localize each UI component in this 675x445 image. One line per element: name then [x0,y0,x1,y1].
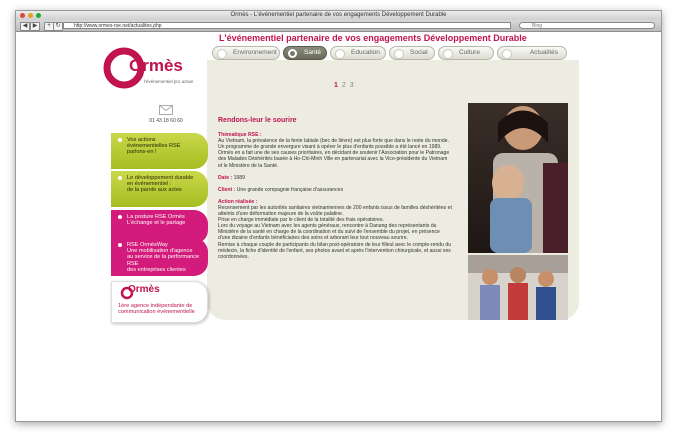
sidebar-box-agence[interactable] [111,281,208,323]
sidebar-box-actions[interactable] [111,133,208,169]
box-line: Une mobilisation d'agence [127,248,193,255]
sidebar-box-developpement[interactable] [111,171,208,207]
box-line: événementielles RSE [127,143,181,150]
client-label: Client : [218,186,236,193]
bullet-icon [118,176,122,180]
box-line: au service de la performance RSE [127,254,200,267]
tab-bullet-icon [335,49,345,59]
small-logo-text: Ormès [128,284,160,295]
forward-button[interactable]: ▶ [30,22,40,31]
box-line: La posture RSE Ormès [127,214,185,220]
logo-text: Ormès [129,56,183,75]
back-button[interactable]: ◀ [20,22,30,31]
article-title: Rendons-leur le sourire [218,117,297,124]
box-line: L'échange et le partage [127,220,186,227]
url-text: http://www.ormes-rse.net/actualites.php [74,23,162,29]
bullet-icon [118,215,122,219]
browser-toolbar [16,20,661,32]
date-label: Date : [218,174,233,181]
box-line: Vos actions [127,137,156,143]
reload-icon[interactable]: ↻ [53,22,63,31]
box-line: 1ère agence indépendante de [118,303,193,309]
box-line: Le développement durable [127,175,194,181]
browser-window [15,10,662,422]
client-value: Une grande compagnie française d'assurances [236,186,343,193]
action-label: Action réalisée : [218,198,258,205]
box-line: parlons-en ! [127,149,157,156]
page-3-link[interactable]: 3 [349,82,354,89]
tab-sante[interactable] [283,46,327,60]
tab-bullet-icon [502,49,512,59]
contact-block [136,105,196,124]
tab-label: Education [351,49,380,56]
box-line: RSE OrmèsWay [127,242,168,248]
page-1-link[interactable]: 1 [334,82,338,89]
action-text-2: Prise en charge immédiate par le client de la totalité des frais opératoires. [218,217,384,224]
pagination [334,82,356,89]
theme-label: Thématique RSE : [218,132,262,139]
box-line: des entreprises clientes [127,266,186,273]
tab-label: Actualités [529,49,558,56]
date-value: 1989 [233,174,245,181]
search-placeholder: Bing [532,23,543,29]
zoom-window-button[interactable] [36,13,41,18]
tab-bullet-icon [288,49,297,58]
tab-social[interactable] [389,46,435,60]
main-nav [212,46,567,60]
window-controls [20,13,41,18]
close-window-button[interactable] [20,13,25,18]
tab-bullet-icon [443,49,453,59]
action-text-1: Recensement par les autorités sanitaires vietnamiennes de 200 enfants issus de familles déshéritées et atteints d'une déformation majeure de la voûte palatine. [218,204,452,218]
tab-culture[interactable] [438,46,494,60]
box-line: de la parole aux actes [127,187,182,194]
bullet-icon [118,138,122,142]
bullet-icon [118,243,122,247]
action-text-4: Remise à chaque couple de participants du bilan post-opératoire de leur filleul avec le compte-rendu du médecin, la fiche d'identité de l'enfant, ses photos avant et après l'intervention chirurgicale, et aussi ses coordonnées. [218,241,452,260]
site-banner: L'événementiel partenaire de vos engagements Développement Durable [219,33,527,43]
tab-label: Santé [304,49,321,56]
box-line: en événementiel : [127,181,172,188]
address-bar[interactable] [63,22,511,29]
envelope-icon[interactable] [159,105,173,115]
page-2-link[interactable]: 2 [341,82,346,89]
theme-text: Au Vietnam, la prévalence de la fente labiale (bec de lièvre) est plus forte que dans le reste du monde. Un programme de grande envergure visant à opérer le plus d'enfants possible a été lancé en 1989. Ormès en a fait une de ses causes prioritaires, en décidant de soutenir l'Association pour le Patronage des Malades Déshérités basée à Ho-Chi-Minh Ville en partenariat avec la Vice-présidente du Vietnam et le Ministère de la Santé. [218,138,450,169]
tab-bullet-icon [394,49,404,59]
sidebar-box-ormesway[interactable] [111,238,208,276]
minimize-window-button[interactable] [28,13,33,18]
photo-children [468,255,568,320]
tab-label: Environnement [233,49,277,56]
phone-number: 01 43 18 60 60 [149,118,183,124]
box-line: communication événementielle [118,309,195,316]
title-bar [16,11,661,20]
photo-mother-child [468,103,568,253]
tab-label: Culture [459,49,480,56]
add-bookmark-button[interactable]: + [44,22,54,31]
action-text-3: Lors du voyage au Vietnam avec les agents généraux, rencontre à Danang des représentants du Ministère de la santé en charge de la coordination et du suivi de l'ensemble du projet, en présence d'une dizaine d'enfants bénéficiaires des soins et arborant leur tout nouveau sourire. [218,223,440,242]
tab-education[interactable] [330,46,386,60]
search-field[interactable] [519,22,655,29]
tab-actualites[interactable] [497,46,567,60]
tab-label: Social [410,49,428,56]
ormes-logo[interactable] [102,46,214,96]
tab-bullet-icon [217,49,227,59]
logo-tagline: l'événementiel pro active [144,79,194,84]
small-logo [118,286,203,300]
window-title: Ormès - L'événementiel partenaire de vos engagements Développement Durable [230,12,447,18]
web-page [16,32,661,421]
article [218,118,452,260]
tab-environnement[interactable] [212,46,280,60]
